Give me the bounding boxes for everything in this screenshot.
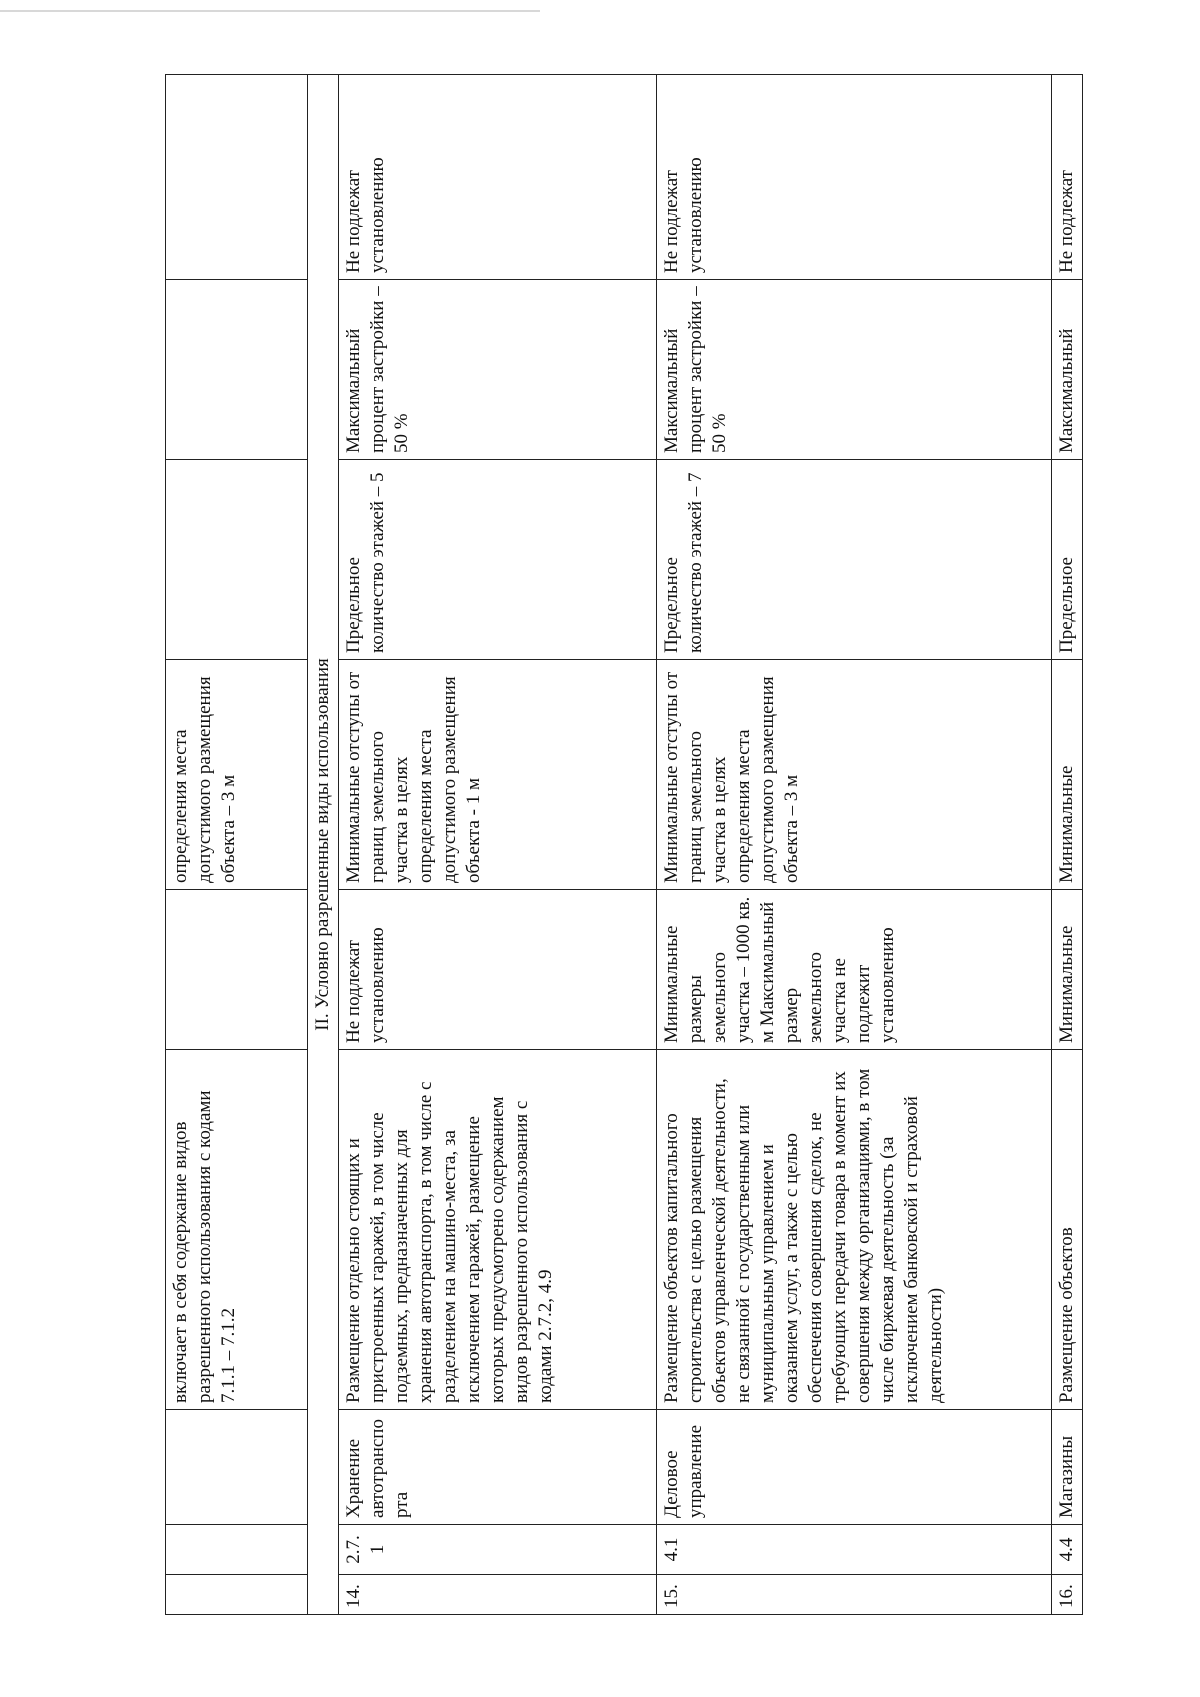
cell-coverage: Максимальный процент застройки – 50 % bbox=[339, 280, 657, 460]
cell-floors: Предельное bbox=[1052, 460, 1083, 660]
cell-plot-size: Минимальные bbox=[1052, 890, 1083, 1050]
cell-coverage bbox=[166, 280, 308, 460]
cell-other: Не подлежат установлению bbox=[339, 75, 657, 280]
cell-name: Хранение автотранспорта bbox=[339, 1410, 657, 1525]
section-row bbox=[308, 75, 339, 1615]
cell-description: включает в себя содержание видов разрешенного использования с кодами 7.1.1 – 7.1.2 bbox=[166, 1050, 308, 1410]
scan-edge-line bbox=[0, 10, 540, 12]
table-row bbox=[1052, 75, 1083, 1615]
cell-plot-size bbox=[166, 890, 308, 1050]
cell-num: 14. bbox=[339, 1575, 657, 1615]
cell-name: Деловое управление bbox=[657, 1410, 1052, 1525]
cell-setbacks: Минимальные bbox=[1052, 660, 1083, 890]
cell-plot-size: Минимальные размеры земельного участка – 1000 кв. м Максимальный размер земельного участка не подлежит установлению bbox=[657, 890, 1052, 1050]
cell-plot-size: Не подлежат установлению bbox=[339, 890, 657, 1050]
cell-num: 15. bbox=[657, 1575, 1052, 1615]
land-use-table bbox=[165, 74, 1083, 1615]
cell-description: Размещение объектов bbox=[1052, 1050, 1083, 1410]
table-row-continuation bbox=[166, 75, 308, 1615]
cell-coverage: Максимальный bbox=[1052, 280, 1083, 460]
cell-code: 2.7.1 bbox=[339, 1525, 657, 1575]
cell-code: 4.4 bbox=[1052, 1525, 1083, 1575]
cell-other: Не подлежат установлению bbox=[657, 75, 1052, 280]
cell-setbacks: Минимальные отступы от границ земельного участка в целях определения места допустимого размещения объекта - 1 м bbox=[339, 660, 657, 890]
table-row bbox=[657, 75, 1052, 1615]
cell-description: Размещение отдельно стоящих и пристроенных гаражей, в том числе подземных, предназначенных для хранения автотранспорта, в том числе с разделением на машино-места, за исключением гаражей, размещение которых предусмотрено содержанием видов разрешенного использования с кодами 2.7.2, 4.9 bbox=[339, 1050, 657, 1410]
cell-code bbox=[166, 1525, 308, 1575]
section-title: II. Условно разрешенные виды использования bbox=[308, 75, 339, 1615]
cell-floors bbox=[166, 460, 308, 660]
cell-name bbox=[166, 1410, 308, 1525]
table-row bbox=[339, 75, 657, 1615]
cell-floors: Предельное количество этажей – 7 bbox=[657, 460, 1052, 660]
cell-num bbox=[166, 1575, 308, 1615]
cell-setbacks: Минимальные отступы от границ земельного участка в целях определения места допустимого размещения объекта – 3 м bbox=[657, 660, 1052, 890]
rotated-table-container bbox=[165, 75, 1125, 1615]
cell-other bbox=[166, 75, 308, 280]
cell-coverage: Максимальный процент застройки – 50 % bbox=[657, 280, 1052, 460]
cell-num: 16. bbox=[1052, 1575, 1083, 1615]
cell-floors: Предельное количество этажей – 5 bbox=[339, 460, 657, 660]
cell-description: Размещение объектов капитального строительства с целью размещения объектов управленческой деятельности, не связанной с государственным или муниципальным управлением и оказанием услуг, а также с целью обеспечения совершения сделок, не требующих передачи товара в момент их совершения между организациями, в том числе биржевая деятельность (за исключением банковской и страховой деятельности) bbox=[657, 1050, 1052, 1410]
cell-name: Магазины bbox=[1052, 1410, 1083, 1525]
cell-setbacks: определения места допустимого размещения объекта – 3 м bbox=[166, 660, 308, 890]
cell-other: Не подлежат bbox=[1052, 75, 1083, 280]
cell-code: 4.1 bbox=[657, 1525, 1052, 1575]
